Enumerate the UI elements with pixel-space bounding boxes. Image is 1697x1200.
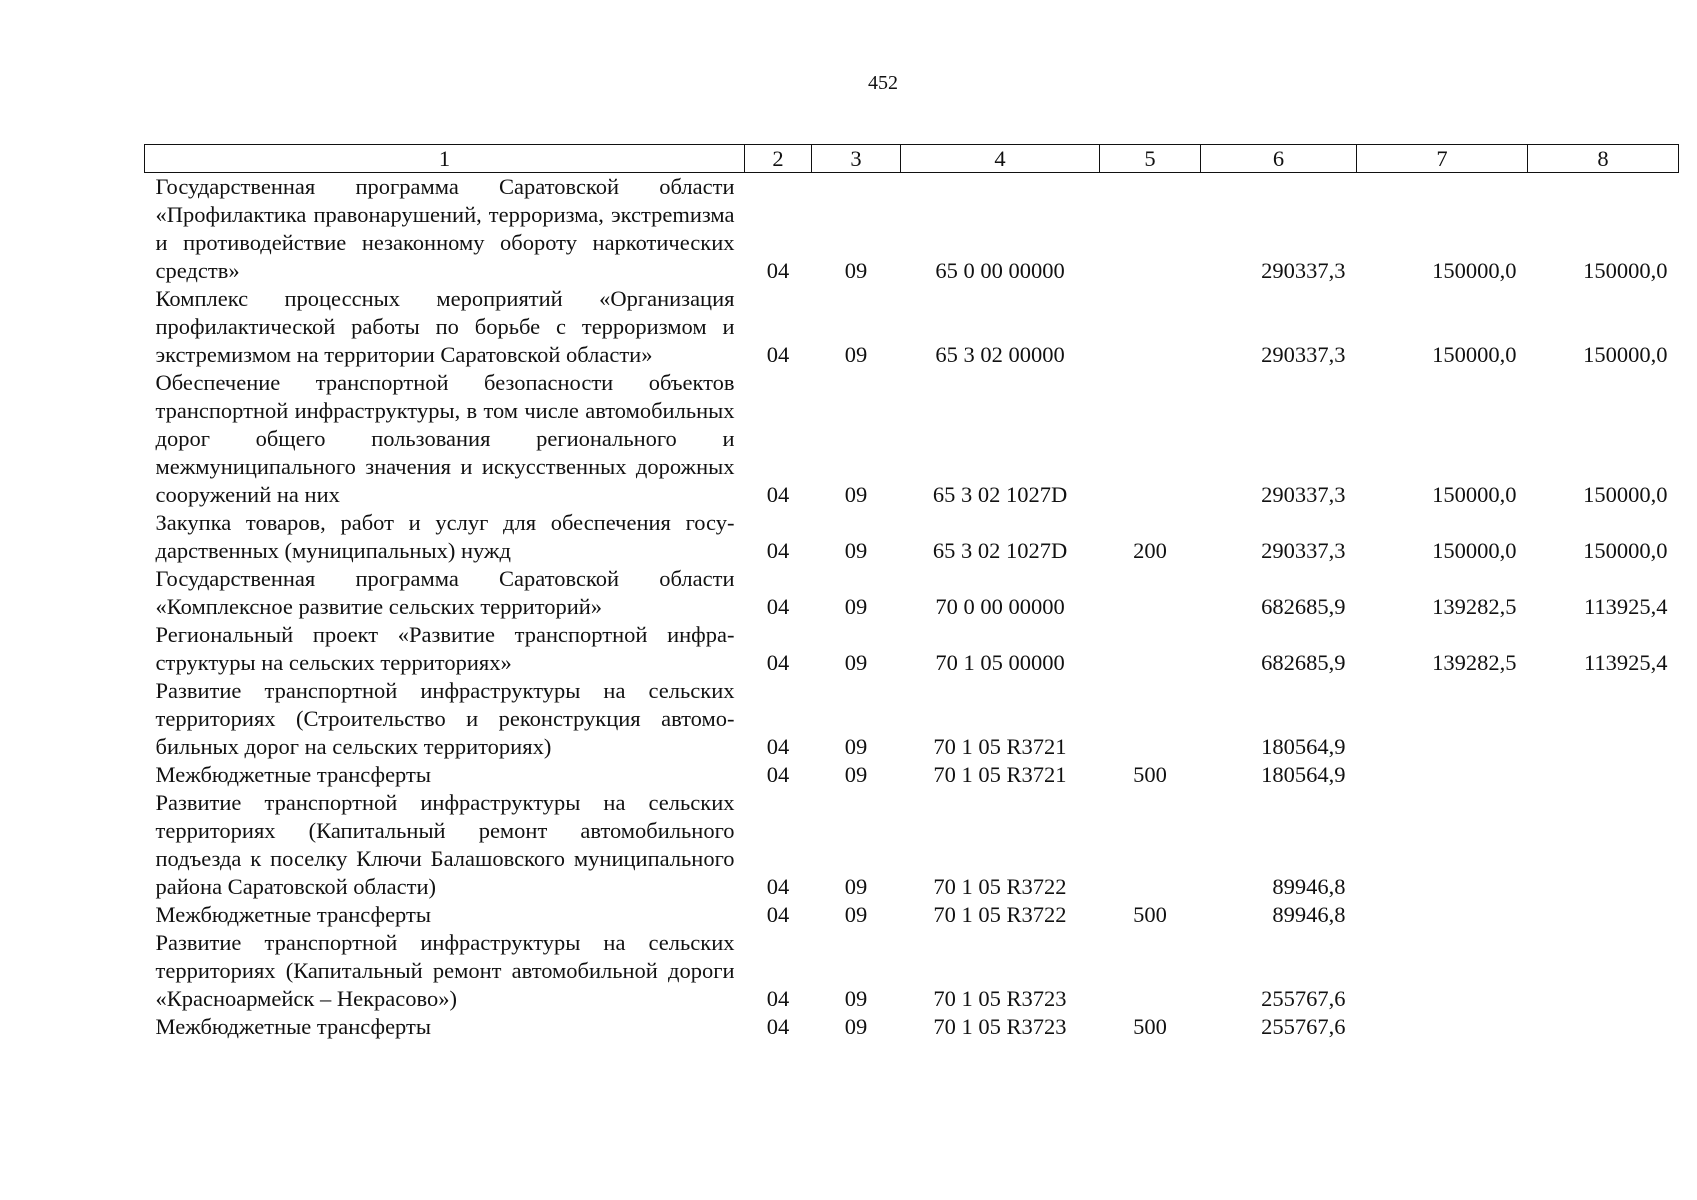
row-name: Обеспечение транспортной безопасности объектов транспортной инфраструктуры, в том числе автомобильных дорог общего пользования регионального и межмуниципального значения и искусственных дорожных сооружений на них [155,370,735,507]
row-target-code: 65 3 02 00000 [935,342,1065,367]
row-value-col7: 150000,0 [1432,342,1517,367]
row-value-col7 [1357,929,1528,1013]
row-expense-type: 500 [1133,902,1167,927]
table-row [145,369,1679,509]
row-value-col6: 290337,3 [1261,482,1346,507]
row-section: 04 [766,258,790,283]
row-value-col7 [1357,1013,1528,1041]
table-row [145,761,1679,789]
column-header-3: 3 [812,145,901,173]
row-expense-type: 500 [1133,762,1167,787]
row-value-col7: 139282,5 [1432,650,1517,675]
page-number: 452 [868,72,898,94]
row-value-col8: 113925,4 [1583,650,1668,675]
row-value-col6: 89946,8 [1272,902,1346,927]
row-value-col7: 139282,5 [1432,594,1517,619]
budget-table [144,144,1679,1041]
row-value-col8 [1528,901,1679,929]
table-row [145,285,1679,369]
row-section: 04 [766,538,790,563]
table-row [145,1013,1679,1041]
row-value-col6: 290337,3 [1261,258,1346,283]
row-target-code: 70 0 00 00000 [935,594,1065,619]
row-subsection: 09 [844,258,868,283]
row-value-col8: 150000,0 [1583,342,1668,367]
row-subsection: 09 [844,874,868,899]
row-value-col7 [1357,761,1528,789]
row-value-col8 [1528,761,1679,789]
row-name: Государственная программа Саратовской области «Комплексное развитие сельских территорий» [155,566,735,619]
row-name: Региональный проект «Развитие транспортной инфраструктуры на сельских территориях» [155,622,735,675]
row-expense-type [1100,677,1201,761]
table-row [145,621,1679,677]
row-section: 04 [766,902,790,927]
row-value-col8 [1528,1013,1679,1041]
row-value-col6: 180564,9 [1261,762,1346,787]
row-value-col8: 150000,0 [1583,258,1668,283]
row-expense-type [1100,285,1201,369]
row-subsection: 09 [844,762,868,787]
row-value-col6: 255767,6 [1261,1014,1346,1039]
row-value-col6: 290337,3 [1261,538,1346,563]
column-header-7: 7 [1357,145,1528,173]
column-header-4: 4 [901,145,1100,173]
row-section: 04 [766,1014,790,1039]
row-target-code: 70 1 05 00000 [935,650,1065,675]
table-row [145,565,1679,621]
row-expense-type: 500 [1133,1014,1167,1039]
row-value-col6: 255767,6 [1261,986,1346,1011]
row-value-col8 [1528,677,1679,761]
row-name: Развитие транспортной инфраструктуры на сельских территориях (Капитальный ремонт автомобильного подъезда к поселку Ключи Балашовского муниципального района Саратовской области) [155,790,735,899]
table-row [145,173,1679,286]
row-subsection: 09 [844,1014,868,1039]
row-expense-type: 200 [1133,538,1167,563]
row-subsection: 09 [844,986,868,1011]
row-subsection: 09 [844,342,868,367]
row-value-col6: 290337,3 [1261,342,1346,367]
row-subsection: 09 [844,482,868,507]
row-section: 04 [766,482,790,507]
row-value-col7 [1357,789,1528,901]
row-expense-type [1100,173,1201,286]
row-expense-type [1100,789,1201,901]
row-section: 04 [766,762,790,787]
row-name: Закупка товаров, работ и услуг для обеспечения государственных (муниципальных) нужд [155,510,735,563]
row-value-col6: 682685,9 [1261,594,1346,619]
row-target-code: 70 1 05 R3723 [933,986,1067,1011]
row-target-code: 70 1 05 R3723 [933,1014,1067,1039]
row-value-col6: 682685,9 [1261,650,1346,675]
row-subsection: 09 [844,594,868,619]
row-name: Межбюджетные трансферты [155,1014,431,1039]
row-value-col7: 150000,0 [1432,538,1517,563]
row-target-code: 70 1 05 R3721 [933,734,1067,759]
row-name: Межбюджетные трансферты [155,902,431,927]
row-target-code: 70 1 05 R3721 [933,762,1067,787]
table-row [145,789,1679,901]
row-name: Межбюджетные трансферты [155,762,431,787]
row-section: 04 [766,734,790,759]
row-value-col7 [1357,677,1528,761]
row-name: Комплекс процессных мероприятий «Организация профилактической работы по борьбе с терроризмом и экстремизмом на территории Саратовской области» [155,286,735,367]
column-header-5: 5 [1100,145,1201,173]
row-name: Развитие транспортной инфраструктуры на сельских территориях (Строительство и реконструкция автомобильных дорог на сельских территориях) [155,678,735,759]
row-subsection: 09 [844,734,868,759]
row-value-col8: 150000,0 [1583,482,1668,507]
row-value-col8 [1528,929,1679,1013]
row-name: Государственная программа Саратовской области «Профилактика правонарушений, терроризма, экстреmизма и противодействие незаконному обороту наркотических средств» [155,174,735,283]
row-value-col7 [1357,901,1528,929]
table-row [145,929,1679,1013]
row-value-col6: 89946,8 [1272,874,1346,899]
row-subsection: 09 [844,650,868,675]
row-subsection: 09 [844,538,868,563]
row-expense-type [1100,929,1201,1013]
row-value-col7: 150000,0 [1432,258,1517,283]
row-value-col6: 180564,9 [1261,734,1346,759]
row-section: 04 [766,986,790,1011]
row-section: 04 [766,594,790,619]
row-section: 04 [766,342,790,367]
row-target-code: 65 3 02 1027D [932,538,1068,563]
table-row [145,509,1679,565]
column-header-8: 8 [1528,145,1679,173]
row-section: 04 [766,874,790,899]
row-expense-type [1100,565,1201,621]
table-row [145,677,1679,761]
table-header-row [145,145,1679,173]
row-target-code: 65 3 02 1027D [932,482,1068,507]
row-expense-type [1100,369,1201,509]
row-subsection: 09 [844,902,868,927]
row-target-code: 65 0 00 00000 [935,258,1065,283]
table-row [145,901,1679,929]
row-value-col8 [1528,789,1679,901]
row-value-col7: 150000,0 [1432,482,1517,507]
column-header-6: 6 [1201,145,1357,173]
row-target-code: 70 1 05 R3722 [933,874,1067,899]
column-header-2: 2 [745,145,812,173]
row-value-col8: 113925,4 [1583,594,1668,619]
row-expense-type [1100,621,1201,677]
row-value-col8: 150000,0 [1583,538,1668,563]
row-target-code: 70 1 05 R3722 [933,902,1067,927]
column-header-1: 1 [145,145,745,173]
row-section: 04 [766,650,790,675]
row-name: Развитие транспортной инфраструктуры на сельских территориях (Капитальный ремонт автомобильной дороги «Красноармейск – Некрасово») [155,930,735,1011]
